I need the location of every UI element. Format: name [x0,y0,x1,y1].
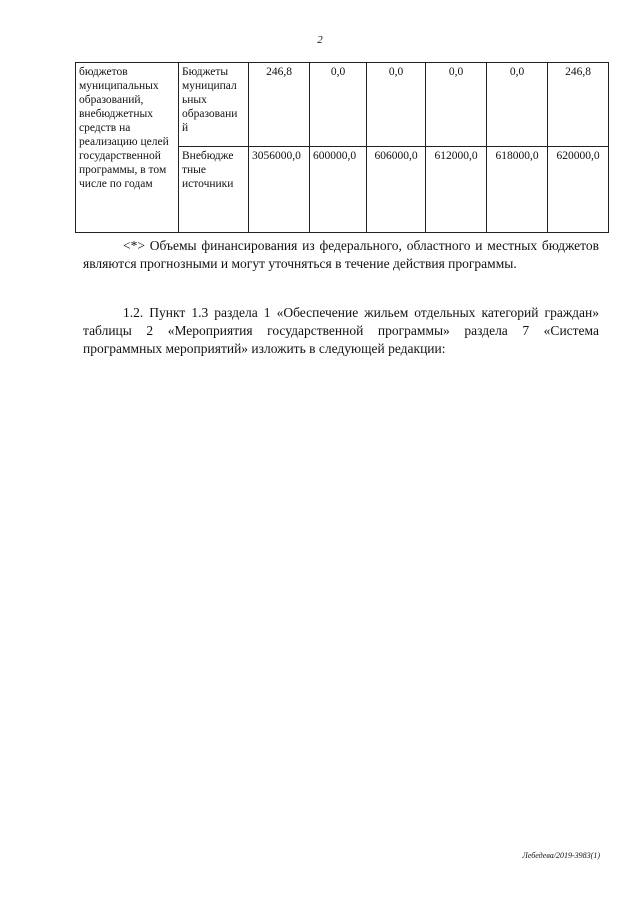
table-description-cell: бюджетов муниципальных образований, внебюджетных средств на реализацию целей государственной программы, в том числе по годам [76,63,179,233]
amendment-paragraph: 1.2. Пункт 1.3 раздела 1 «Обеспечение жильем отдельных категорий граждан» таблицы 2 «Мероприятия государственной программы» раздела 7 «Система программных мероприятий» изложить в следующей редакции: [83,305,599,356]
table-value-cell: 620000,0 [548,147,609,233]
table-value-cell: 612000,0 [426,147,487,233]
table-value-cell: 0,0 [426,63,487,147]
table-value-cell: 0,0 [310,63,367,147]
table-value-cell: 600000,0 [310,147,367,233]
table-source-cell: Бюджеты муниципал ьных образовани й [179,63,249,147]
table-value-cell: 246,8 [249,63,310,147]
table-value-cell: 618000,0 [487,147,548,233]
table-row [76,63,609,147]
financing-table [75,62,609,233]
footnote: <*> Объемы финансирования из федерального, областного и местных бюджетов являются прогнозными и могут уточняться в течение действия программы. [83,238,599,271]
document-code: Лебедева/2019-3983(1) [522,851,600,860]
table-source-cell: Внебюдже тные источники [179,147,249,233]
table-value-cell: 0,0 [487,63,548,147]
table-value-cell: 246,8 [548,63,609,147]
page-number: 2 [317,34,323,46]
table-value-cell: 606000,0 [367,147,426,233]
table-value-cell: 3056000,0 [249,147,310,233]
table-value-cell: 0,0 [367,63,426,147]
